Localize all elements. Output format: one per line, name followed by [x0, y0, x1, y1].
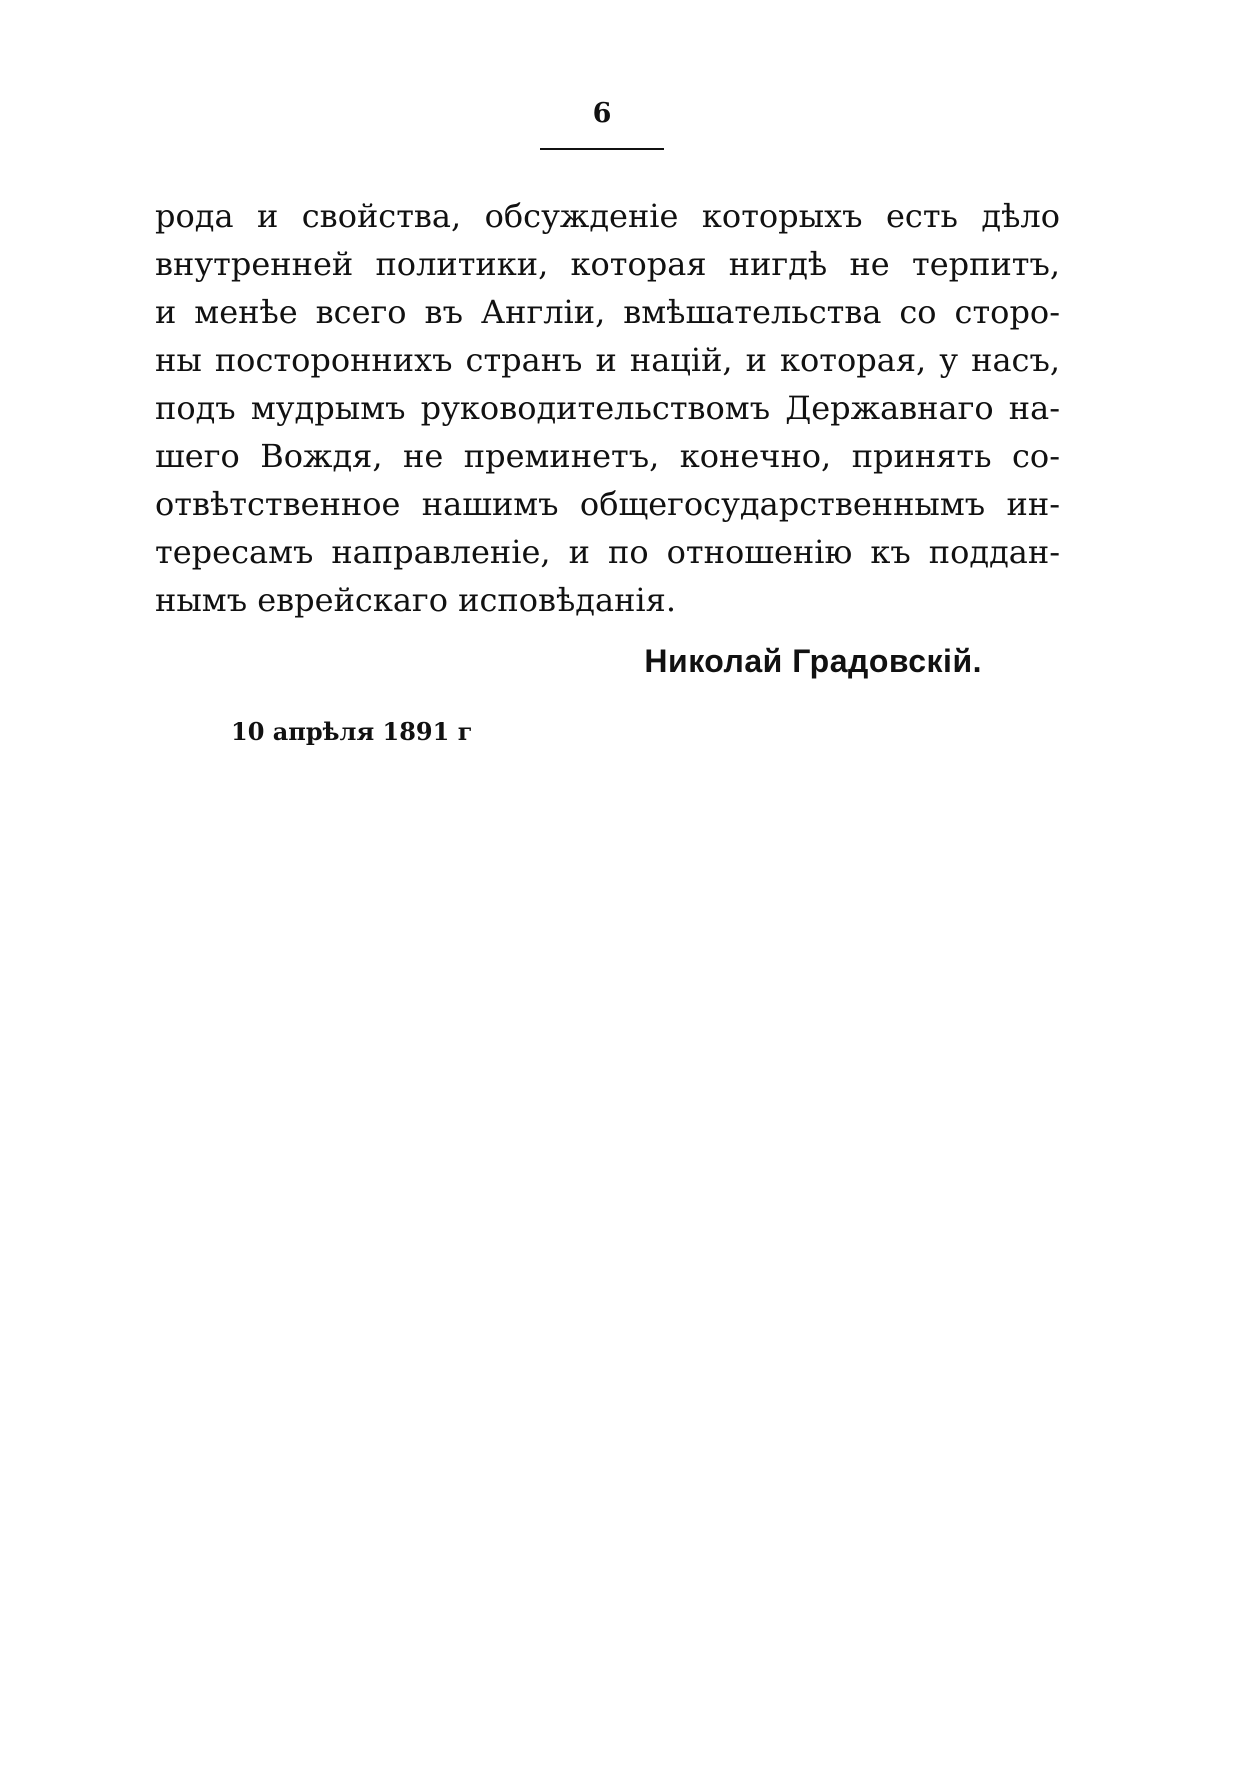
text-line: отвѣтственное нашимъ общегосударственнымъ ин- [155, 485, 1060, 523]
body-paragraph [155, 192, 1060, 624]
page-number: 6 [592, 98, 612, 129]
text-line: внутренней политики, которая нигдѣ не терпитъ, [155, 245, 1060, 283]
text-line: нымъ еврейскаго исповѣданія. [155, 581, 676, 619]
text-line: и менѣе всего въ Англіи, вмѣшательства со сторо- [155, 293, 1060, 331]
document-date: 10 апрѣля 1891 г [231, 717, 473, 746]
page-number-rule [540, 148, 664, 150]
text-line: шего Вождя, не преминетъ, конечно, принять со- [155, 437, 1060, 475]
text-line: рода и свойства, обсужденіе которыхъ есть дѣло [155, 197, 1060, 235]
text-line: подъ мудрымъ руководительствомъ Державнаго на- [155, 389, 1060, 427]
text-line: ны постороннихъ странъ и націй, и которая, у насъ, [155, 341, 1060, 379]
text-line: тересамъ направленіе, и по отношенію къ поддан- [155, 533, 1060, 571]
author-signature: Николай Градовскій. [644, 643, 982, 679]
